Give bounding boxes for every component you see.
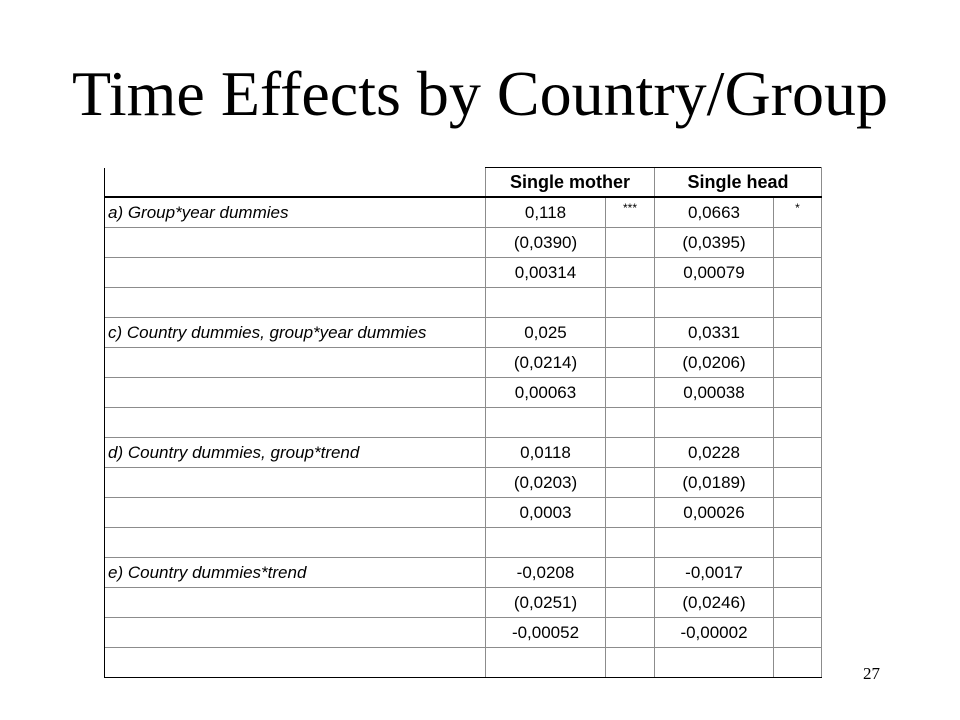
single-mother-value: -0,00052 bbox=[486, 618, 606, 648]
single-mother-value bbox=[486, 648, 606, 678]
single-head-significance bbox=[774, 228, 822, 258]
single-mother-value: 0,0003 bbox=[486, 498, 606, 528]
row-label bbox=[105, 468, 486, 498]
row-label: e) Country dummies*trend bbox=[105, 558, 486, 588]
row-label bbox=[105, 618, 486, 648]
table-row bbox=[105, 288, 822, 318]
single-mother-value: -0,0208 bbox=[486, 558, 606, 588]
table-row bbox=[105, 618, 822, 648]
single-head-value bbox=[655, 408, 774, 438]
row-label: c) Country dummies, group*year dummies bbox=[105, 318, 486, 348]
table-row bbox=[105, 408, 822, 438]
single-mother-value: (0,0203) bbox=[486, 468, 606, 498]
single-mother-value: 0,0118 bbox=[486, 438, 606, 468]
single-mother-significance bbox=[606, 588, 655, 618]
table-row bbox=[105, 258, 822, 288]
single-mother-significance bbox=[606, 378, 655, 408]
row-label bbox=[105, 408, 486, 438]
single-head-value: 0,00038 bbox=[655, 378, 774, 408]
table-row bbox=[105, 197, 822, 228]
single-mother-significance bbox=[606, 408, 655, 438]
single-head-value: 0,0663 bbox=[655, 197, 774, 228]
single-head-value: 0,0331 bbox=[655, 318, 774, 348]
single-head-significance bbox=[774, 318, 822, 348]
single-head-significance bbox=[774, 438, 822, 468]
single-mother-value: (0,0251) bbox=[486, 588, 606, 618]
single-mother-significance bbox=[606, 228, 655, 258]
single-head-value bbox=[655, 648, 774, 678]
single-mother-value: 0,00314 bbox=[486, 258, 606, 288]
single-head-significance bbox=[774, 348, 822, 378]
single-head-significance bbox=[774, 378, 822, 408]
single-head-significance bbox=[774, 648, 822, 678]
single-head-value: 0,00079 bbox=[655, 258, 774, 288]
single-mother-significance bbox=[606, 258, 655, 288]
single-head-value: 0,0228 bbox=[655, 438, 774, 468]
table-header-row bbox=[105, 168, 822, 198]
single-mother-value bbox=[486, 288, 606, 318]
single-mother-significance bbox=[606, 558, 655, 588]
single-head-value: (0,0189) bbox=[655, 468, 774, 498]
row-label bbox=[105, 378, 486, 408]
single-head-significance bbox=[774, 468, 822, 498]
single-mother-significance bbox=[606, 648, 655, 678]
single-mother-value: (0,0214) bbox=[486, 348, 606, 378]
single-head-significance bbox=[774, 588, 822, 618]
single-mother-significance bbox=[606, 468, 655, 498]
header-single-head: Single head bbox=[655, 168, 822, 198]
table-row bbox=[105, 378, 822, 408]
slide-title: Time Effects by Country/Group bbox=[72, 58, 888, 129]
row-label bbox=[105, 528, 486, 558]
single-head-significance bbox=[774, 288, 822, 318]
single-head-significance bbox=[774, 528, 822, 558]
single-head-value bbox=[655, 528, 774, 558]
header-single-mother: Single mother bbox=[486, 168, 655, 198]
single-head-significance: * bbox=[774, 197, 822, 228]
single-head-value bbox=[655, 288, 774, 318]
single-head-value: (0,0246) bbox=[655, 588, 774, 618]
table-row bbox=[105, 348, 822, 378]
single-mother-value: 0,025 bbox=[486, 318, 606, 348]
single-mother-significance bbox=[606, 348, 655, 378]
single-mother-value bbox=[486, 408, 606, 438]
single-head-significance bbox=[774, 498, 822, 528]
row-label bbox=[105, 648, 486, 678]
results-table bbox=[104, 167, 822, 678]
single-head-value: -0,0017 bbox=[655, 558, 774, 588]
single-mother-value: 0,118 bbox=[486, 197, 606, 228]
row-label bbox=[105, 258, 486, 288]
row-label: d) Country dummies, group*trend bbox=[105, 438, 486, 468]
table-row bbox=[105, 558, 822, 588]
single-mother-value: (0,0390) bbox=[486, 228, 606, 258]
single-mother-significance bbox=[606, 318, 655, 348]
row-label bbox=[105, 498, 486, 528]
table-row bbox=[105, 228, 822, 258]
table-row bbox=[105, 648, 822, 678]
table-row bbox=[105, 438, 822, 468]
single-mother-significance bbox=[606, 498, 655, 528]
single-mother-value bbox=[486, 528, 606, 558]
row-label bbox=[105, 228, 486, 258]
page-number: 27 bbox=[863, 664, 880, 683]
table-row bbox=[105, 498, 822, 528]
row-label bbox=[105, 348, 486, 378]
single-mother-value: 0,00063 bbox=[486, 378, 606, 408]
table-row bbox=[105, 528, 822, 558]
single-head-value: (0,0206) bbox=[655, 348, 774, 378]
table-row bbox=[105, 318, 822, 348]
single-mother-significance bbox=[606, 528, 655, 558]
single-mother-significance: *** bbox=[606, 197, 655, 228]
single-head-value: -0,00002 bbox=[655, 618, 774, 648]
single-head-significance bbox=[774, 618, 822, 648]
single-mother-significance bbox=[606, 438, 655, 468]
single-head-significance bbox=[774, 408, 822, 438]
header-empty-cell bbox=[105, 168, 486, 198]
single-mother-significance bbox=[606, 288, 655, 318]
row-label bbox=[105, 588, 486, 618]
row-label bbox=[105, 288, 486, 318]
table-row bbox=[105, 588, 822, 618]
single-head-significance bbox=[774, 258, 822, 288]
table-row bbox=[105, 468, 822, 498]
single-head-significance bbox=[774, 558, 822, 588]
single-head-value: 0,00026 bbox=[655, 498, 774, 528]
single-head-value: (0,0395) bbox=[655, 228, 774, 258]
single-mother-significance bbox=[606, 618, 655, 648]
row-label: a) Group*year dummies bbox=[105, 197, 486, 228]
